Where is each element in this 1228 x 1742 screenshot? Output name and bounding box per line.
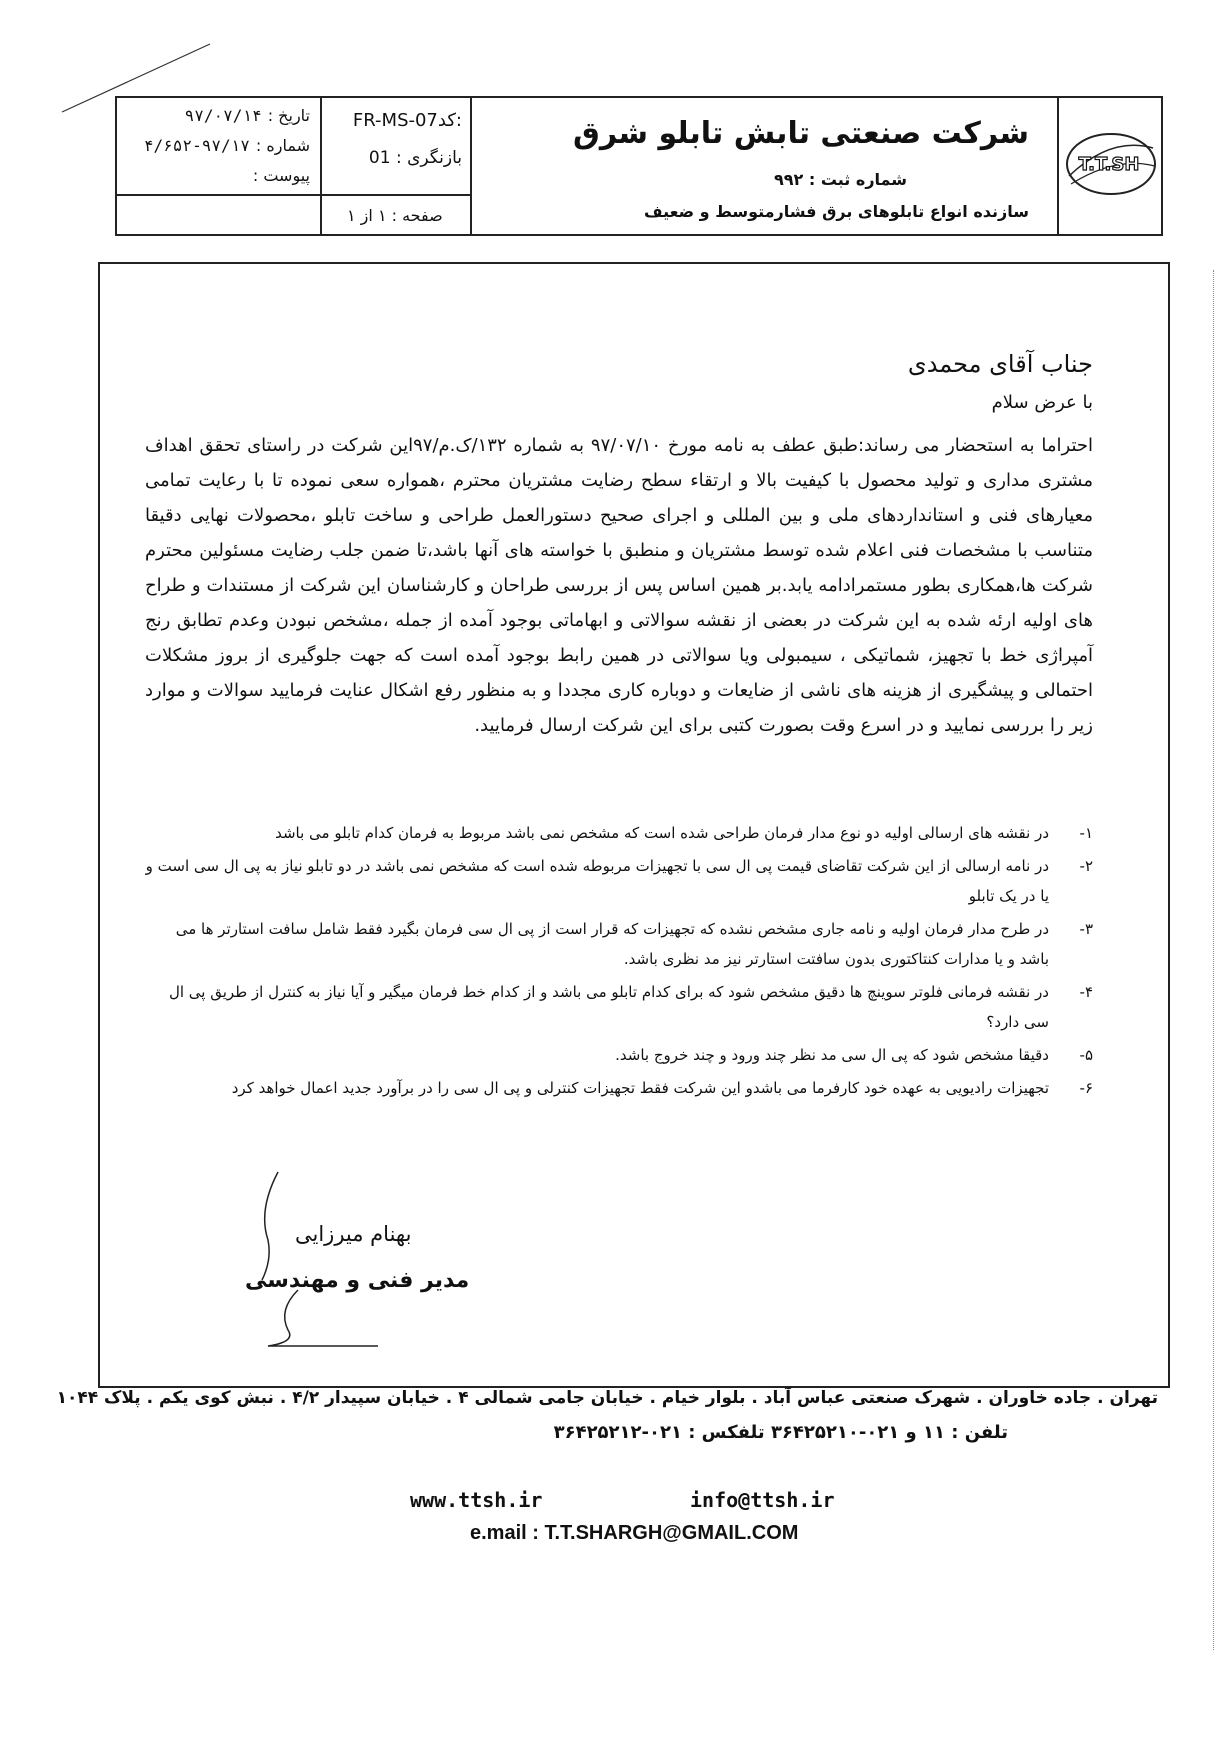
letterhead xyxy=(115,96,1163,236)
footer-address: تهران . جاده خاوران . شهرک صنعتی عباس آباد . بلوار خیام . خیابان جامی شمالی ۴ . خیابان سپیدار ۴/۲ . نبش کوی یکم . پلاک ۱۰۴۴ xyxy=(56,1388,1158,1408)
salutation: جناب آقای محمدی xyxy=(907,350,1093,378)
revision-label: بازنگری : xyxy=(395,148,462,168)
list-item xyxy=(145,1073,1093,1103)
page-label: صفحه : xyxy=(391,206,443,225)
footer-phone: تلفن : ۱۱ و ۰۲۱-۳۶۴۲۵۲۱۰ تلفکس : ۰۲۱-۳۶۴۲۵۲۱۲ xyxy=(553,1422,1008,1443)
page-number-row xyxy=(347,206,443,225)
company-title-cell xyxy=(472,98,1059,234)
logo-cell xyxy=(1059,98,1161,234)
date-row xyxy=(185,106,310,125)
letter-footer xyxy=(56,1382,1168,1544)
revision-value: 01 xyxy=(368,148,391,168)
letter-meta-cell xyxy=(117,98,322,234)
item-number: ۳- xyxy=(1079,920,1093,938)
footer-website: www.ttsh.ir xyxy=(410,1488,543,1512)
number-row xyxy=(144,136,310,155)
item-text: در نقشه فرمانی فلوتر سوینچ ها دقیق مشخص شود که برای کدام تابلو می باشد و از کدام خط فرمان میگیر و آیا نیاز به کنترل از طریق پی ال سی دارد؟ xyxy=(168,983,1049,1031)
scan-edge-mark xyxy=(1207,270,1214,1650)
number-value: ۹۷/۱۷-۴/۶۵۲ xyxy=(143,136,250,155)
attachment-label: پیوست : xyxy=(252,166,310,185)
item-number: ۶- xyxy=(1079,1079,1093,1097)
item-number: ۱- xyxy=(1079,824,1093,842)
list-item xyxy=(145,977,1093,1037)
list-item xyxy=(145,851,1093,911)
list-item xyxy=(145,818,1093,848)
list-item xyxy=(145,1040,1093,1070)
question-list xyxy=(145,818,1093,1106)
letter-body: احتراما به استحضار می رساند:طبق عطف به نامه مورخ ۹۷/۰۷/۱۰ به شماره ۱۳۲/ک.م/۹۷این شرکت در راستای تحقق اهداف مشتری مداری و تولید محصول با کیفیت بالا و ارتقاء سطح رضایت مشتریان محترم ،همواره سعی نموده تا با رعایت تمامی معیارهای فنی و استانداردهای ملی و بین المللی و اجرای صحیح دستورالعمل طراحی و ساخت تابلو ،محصولات نهایی دقیقا متناسب با مشخصات فنی اعلام شده توسط مشتریان و منطبق با خواسته های آنها باشد،تا ضمن جلب رضایت مسئولین محترم شرکت ها،همکاری بطور مستمرادامه یابد.بر همین اساس پس از بررسی طراحان و کارشناسان این شرکت از مستندات و طراح های اولیه ارئه شده به این شرکت در بعضی از نقشه سوالاتی و ابهاماتی بوجود آمده از جمله ،مشخص نبودن وعدم تطابق رنج آمپراژی خط با تجهیز، شماتیکی ، سیمبولی ویا سوالاتی در همین رابط بوجود آمده است که جهت جلوگیری از بروز مشکلات احتمالی و پیشگیری از هزینه های ناشی از ضایعات و دوباره کاری مجددا و به منظور رفع اشکال عنایت فرمایید سوالات و موارد زیر را بررسی نمایید و در اسرع وقت بصورت کتبی برای این شرکت ارسال فرمایید. xyxy=(145,435,1094,736)
greeting: با عرض سلام xyxy=(991,392,1093,413)
item-text: در نامه ارسالی از این شرکت تقاضای قیمت پی ال سی با تجهیزات مربوطه شده است که مشخص نمی باشد در دو تابلو نیاز به پی ال سی است و یا در یک تابلو xyxy=(145,857,1049,905)
signatory-name: بهنام میرزایی xyxy=(295,1222,412,1246)
date-label: تاریخ : xyxy=(267,106,310,125)
list-item xyxy=(145,914,1093,974)
item-text: دقیقا مشخص شود که پی ال سی مد نظر چند ورود و چند خروج باشد. xyxy=(615,1046,1049,1064)
number-label: شماره : xyxy=(255,136,310,155)
item-number: ۵- xyxy=(1079,1046,1093,1064)
form-code-row xyxy=(353,110,462,131)
form-code-label: کد: xyxy=(437,110,462,131)
date-value: ۹۷/۰۷/۱۴ xyxy=(184,106,262,125)
item-number: ۴- xyxy=(1079,983,1093,1001)
company-tagline: سازنده انواع تابلوهای برق فشارمتوسط و ضعیف xyxy=(644,202,1029,221)
footer-info-email: info@ttsh.ir xyxy=(690,1488,835,1512)
item-number: ۲- xyxy=(1079,857,1093,875)
signatory-title: مدیر فنی و مهندسی xyxy=(245,1268,470,1293)
company-name: شرکت صنعتی تابش تابلو شرق xyxy=(573,116,1029,151)
revision-row xyxy=(369,148,462,168)
item-text: در طرح مدار فرمان اولیه و نامه جاری مشخص نشده که تجهیزات که قرار است از پی ال سی فرمان بگیرد فقط شامل سافت استارتر ها می باشد و یا مدارات کنتاکتوری بدون سافتت استارتر نیز مد نظری باشد. xyxy=(175,920,1049,968)
signature-scribble xyxy=(238,1170,388,1350)
item-text: تجهیزات رادیویی به عهده خود کارفرما می باشدو این شرکت فقط تجهیزات کنترلی و پی ال سی را در برآورد جدید اعمال خواهد کرد xyxy=(231,1079,1049,1097)
registration-number: شماره ثبت : ۹۹۲ xyxy=(773,170,907,189)
logo-text: T.T.SH xyxy=(1078,154,1140,175)
footer-email: e.mail : T.T.SHARGH@GMAIL.COM xyxy=(470,1522,799,1544)
form-code: FR-MS-07 xyxy=(352,110,438,131)
company-logo xyxy=(1061,126,1159,206)
item-text: در نقشه های ارسالی اولیه دو نوع مدار فرمان طراحی شده است که مشخص نمی باشد مربوط به فرمان کدام تابلو می باشد xyxy=(275,824,1049,842)
page-value: ۱ از ۱ xyxy=(347,206,387,225)
attachment-row xyxy=(253,166,310,185)
